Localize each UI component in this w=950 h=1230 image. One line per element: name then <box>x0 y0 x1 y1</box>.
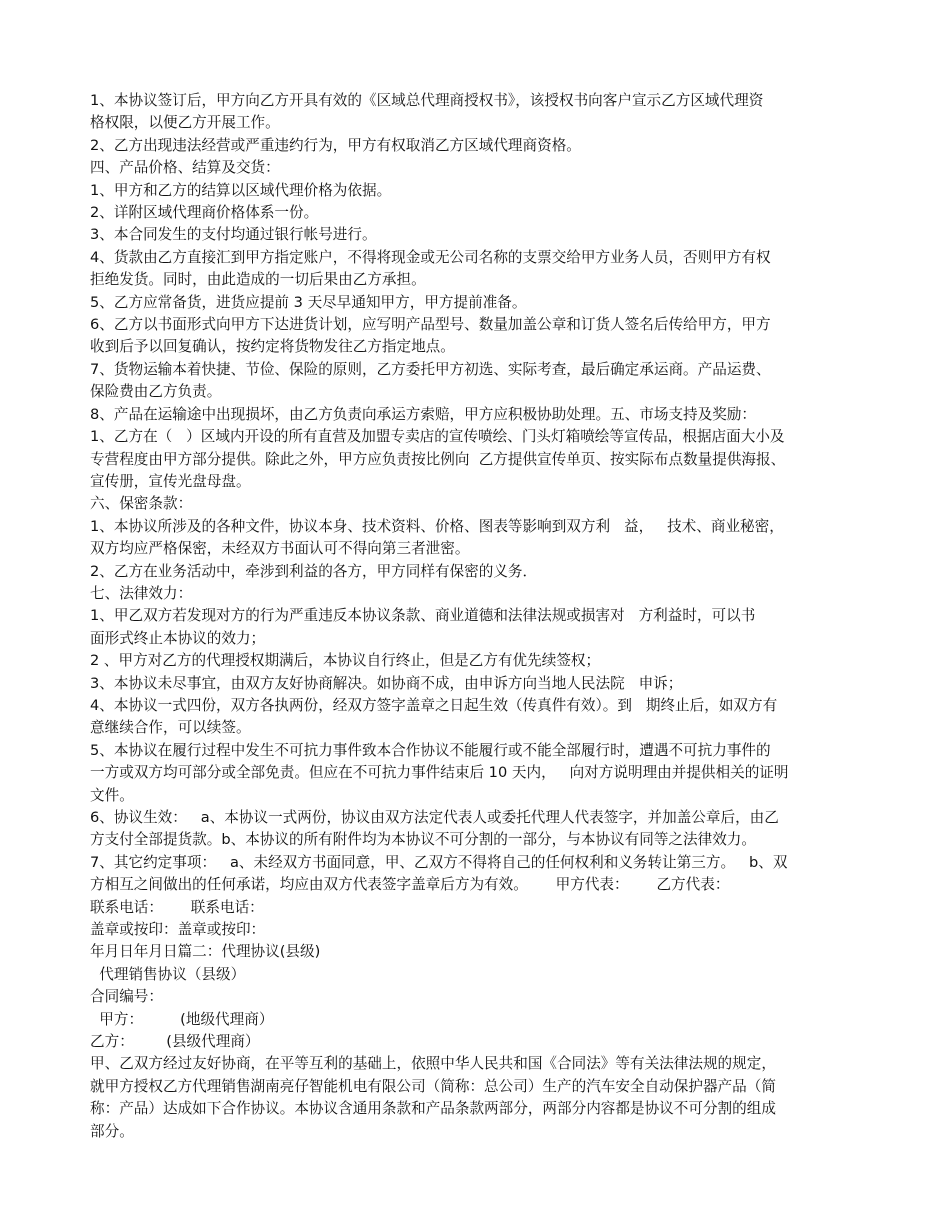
document-line: 2、乙方在业务活动中，牵涉到利益的各方，甲方同样有保密的义务． <box>90 562 538 580</box>
document-line: 8、产品在运输途中出现损坏，由乙方负责向承运方索赔，甲方应积极协助处理。五、市场支持及奖励： <box>90 405 757 423</box>
document-line: 保险费由乙方负责。 <box>90 383 222 401</box>
document-line: 专营程度由甲方部分提供。除此之外，甲方应负责按比例向 乙方提供宣传单页、按实际布点数量提供海报、 <box>90 450 786 468</box>
document-line: 面形式终止本协议的效力； <box>90 629 266 647</box>
document-line: 联系电话： 联系电话： <box>90 898 264 916</box>
document-line: 六、保密条款： <box>90 495 193 513</box>
document-line: 方相互之间做出的任何承诺，均应由双方代表签字盖章后方为有效。 甲方代表： 乙方代表： <box>90 876 730 894</box>
document-line: 1、本协议签订后，甲方向乙方开具有效的《区域总代理商授权书》，该授权书向客户宣示乙方区域代理资 <box>90 92 764 109</box>
document-line: 2、详附区域代理商价格体系一份。 <box>90 204 319 222</box>
document-line: 5、乙方应常备货，进货应提前 3 天尽早通知甲方，甲方提前准备。 <box>90 293 527 311</box>
document-line: 年月日年月日篇二：代理协议(县级) <box>90 943 321 961</box>
document-line: 3、本协议未尽事宜，由双方友好协商解决。如协商不成，由申诉方向当地人民法院 申诉； <box>90 674 683 692</box>
document-line: 盖章或按印：盖章或按印： <box>90 921 266 939</box>
document-line: 称：产品）达成如下合作协议。本协议含通用条款和产品条款两部分，两部分内容都是协议不可分割的组成 <box>90 1100 776 1118</box>
document-line: 甲方： (地级代理商） <box>90 1010 274 1028</box>
document-line: 四、产品价格、结算及交货： <box>90 159 280 177</box>
document-line: 拒绝发货。同时，由此造成的一切后果由乙方承担。 <box>90 271 426 289</box>
document-line: 7、货物运输本着快捷、节俭、保险的原则，乙方委托甲方初选、实际考查，最后确定承运商。产品运费、 <box>90 360 771 378</box>
document-line: 部分。 <box>90 1122 134 1140</box>
document-line: 甲、乙双方经过友好协商，在平等互利的基础上，依照中华人民共和国《合同法》等有关法律法规的规定， <box>90 1055 776 1073</box>
document-line: 方支付全部提货款。b、本协议的所有附件均为本协议不可分割的一部分，与本协议有同等之法律效力。 <box>90 831 756 849</box>
document-line: 4、货款由乙方直接汇到甲方指定账户，不得将现金或无公司名称的支票交给甲方业务人员，否则甲方有权 <box>90 248 771 266</box>
document-line: 1、甲方和乙方的结算以区域代理价格为依据。 <box>90 181 392 199</box>
document-line: 七、法律效力： <box>90 584 193 602</box>
document-body <box>90 90 862 1143</box>
document-line: 6、协议生效： a、本协议一式两份，协议由双方法定代表人或委托代理人代表签字，并加盖公章后，由乙 <box>90 809 779 826</box>
document-line: 1、乙方在（ ）区域内开设的所有直营及加盟专卖店的宣传喷绘、门头灯箱喷绘等宣传品，根据店面大小及 <box>90 428 785 446</box>
document-line: 2 、甲方对乙方的代理授权期满后，本协议自行终止，但是乙方有优先续签权； <box>90 652 601 670</box>
document-line: 3、本合同发生的支付均通过银行帐号进行。 <box>90 226 377 244</box>
document-line: 7、其它约定事项： a、未经双方书面同意，甲、乙双方不得将自己的任何权利和义务转让第三方。 b、双 <box>90 853 788 871</box>
document-line: 文件。 <box>90 786 134 804</box>
document-line: 代理销售协议（县级） <box>90 965 246 983</box>
document-line: 6、乙方以书面形式向甲方下达进货计划，应写明产品型号、数量加盖公章和订货人签名后传给甲方，甲方 <box>90 316 771 334</box>
document-line: 意继续合作，可以续签。 <box>90 719 251 737</box>
document-line: 收到后予以回复确认，按约定将货物发往乙方指定地点。 <box>90 338 455 356</box>
document-line: 格权限，以便乙方开展工作。 <box>90 114 280 132</box>
document-line: 1、本协议所涉及的各种文件，协议本身、技术资料、价格、图表等影响到双方利 益， 技术、商业秘密， <box>90 517 784 535</box>
document-line: 1、甲乙双方若发现对方的行为严重违反本协议条款、商业道德和法律法规或损害对 方利益时，可以书 <box>90 607 756 625</box>
document-line: 4、本协议一式四份，双方各执两份，经双方签字盖章之日起生效（传真件有效）。到 期终止后，如双方有 <box>90 696 778 714</box>
document-line: 宣传册，宣传光盘母盘。 <box>90 472 251 490</box>
document-line: 双方均应严格保密，未经双方书面认可不得向第三者泄密。 <box>90 540 470 558</box>
document-line: 合同编号： <box>90 988 163 1006</box>
document-line: 一方或双方均可部分或全部免责。但应在不可抗力事件结束后 10 天内， 向对方说明理由并提供相关的证明 <box>90 764 789 782</box>
document-line: 2、乙方出现违法经营或严重违约行为，甲方有权取消乙方区域代理商资格。 <box>90 136 581 154</box>
document-line: 乙方： (县级代理商） <box>90 1033 260 1051</box>
document-line: 就甲方授权乙方代理销售湖南亮仔智能机电有限公司（简称：总公司）生产的汽车安全自动保护器产品（简 <box>90 1077 776 1095</box>
document-line: 5、本协议在履行过程中发生不可抗力事件致本合作协议不能履行或不能全部履行时，遭遇不可抗力事件的 <box>90 741 771 759</box>
